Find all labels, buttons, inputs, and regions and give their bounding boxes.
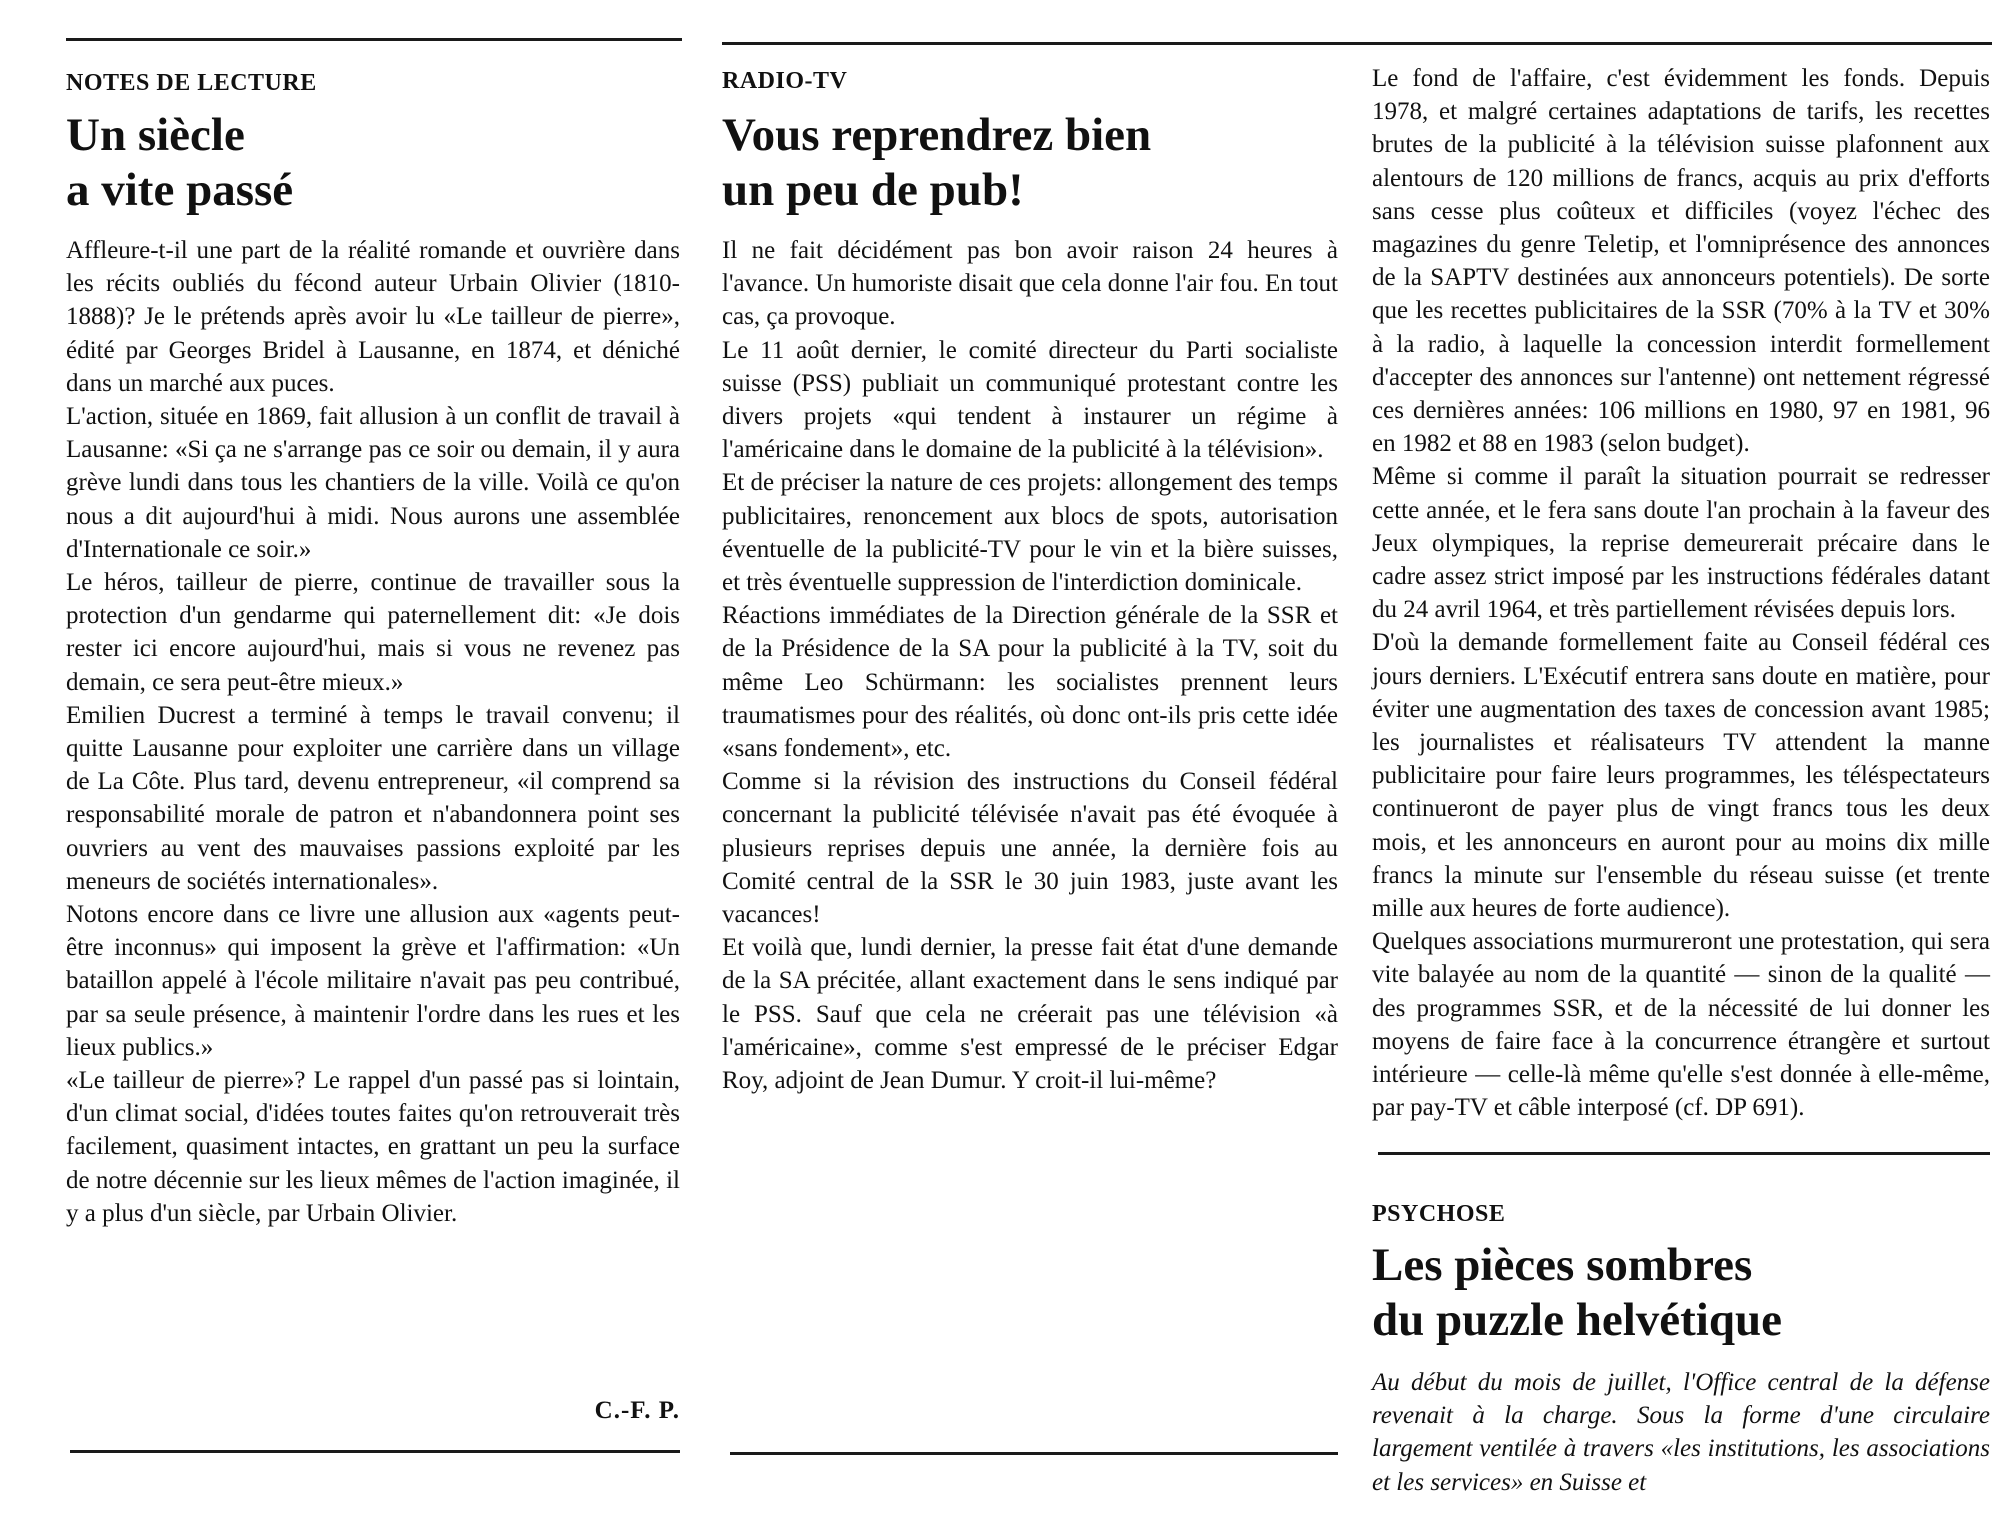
article-title-line: un peu de pub! (722, 164, 1024, 216)
section-kicker: NOTES DE LECTURE (66, 70, 317, 96)
paragraph: Et de préciser la nature de ces projets: allongement des temps publicitaires, renoncement aux blocs de spots, autorisation éventuelle de la publicité-TV pour le vin et la bière suisses, et très éventuelle suppression de l'interdiction dominicale. (722, 469, 1338, 597)
top-rule (66, 38, 682, 41)
paragraph: L'action, située en 1869, fait allusion à un conflit de travail à Lausanne: «Si ça ne s'arrange pas ce soir ou demain, il y aura grève lundi dans tous les chantiers de la ville. Voilà ce qu'on nous a dit aujourd'hui à midi. Nous aurons une assemblée d'Internationale ce soir.» (66, 403, 680, 563)
lead-paragraph: Au début du mois de juillet, l'Office central de la défense revenait à la charge. Sous la forme d'une circulaire largement ventilée à travers «les institutions, les associations et les services» en Suisse et (1372, 1369, 1990, 1496)
section-rule (1378, 1152, 1990, 1155)
paragraph: Emilien Ducrest a terminé à temps le travail convenu; il quitte Lausanne pour exploiter une carrière dans un village de La Côte. Plus tard, devenu entrepreneur, «il comprend sa responsabilité morale de patron et n'abandonnera point ses ouvriers au vent des mauvaises passions exploité par les meneurs de sociétés internationales». (66, 701, 680, 895)
bottom-rule (730, 1452, 1338, 1455)
paragraph: «Le tailleur de pierre»? Le rappel d'un passé pas si lointain, d'un climat social, d'idées toutes faites qu'on retrouverait très facilement, quasiment intactes, en grattant un peu la surface de notre décennie sur les lieux mêmes de l'action imaginée, il y a plus d'un siècle, par Urbain Olivier. (66, 1067, 680, 1227)
bottom-rule (70, 1450, 680, 1453)
top-rule (722, 42, 1992, 45)
article-body (66, 234, 680, 1230)
article-title (722, 108, 1151, 218)
article-body-part2 (1372, 62, 1990, 1125)
section-kicker: PSYCHOSE (1372, 1201, 1506, 1227)
paragraph: Et voilà que, lundi dernier, la presse fait état d'une demande de la SA précitée, allant exactement dans le sens indiqué par le PSS. Sauf que cela ne créerait pas une télévision «à l'américaine», comme s'est empressé de le préciser Edgar Roy, adjoint de Jean Dumur. Y croit-il lui-même? (722, 934, 1338, 1095)
article-lead (1372, 1366, 1990, 1499)
paragraph: Le 11 août dernier, le comité directeur du Parti socialiste suisse (PSS) publiait un communiqué protestant contre les divers projets «qui tendent à instaurer un régime à l'américaine dans le domaine de la publicité à la télévision». (722, 336, 1338, 464)
paragraph: Notons encore dans ce livre une allusion aux «agents peut-être inconnus» qui imposent la grève et l'affirmation: «Un bataillon appelé à l'école militaire n'avait pas peu contribué, par sa seule présence, à maintenir l'ordre dans les rues et les lieux publics.» (66, 901, 680, 1061)
paragraph: D'où la demande formellement faite au Conseil fédéral ces jours derniers. L'Exécutif entrera sans doute en matière, pour éviter une augmentation des taxes de concession avant 1985; les journalistes et réalisateurs TV attendent la manne publicitaire pour faire leurs programmes, les téléspectateurs continueront de payer plus de vingt francs tous les deux mois, et les annonceurs en auront pour au moins dix mille francs la minute sur l'ensemble du réseau suisse (et trente mille aux heures de forte audience). (1372, 629, 1990, 923)
paragraph: Réactions immédiates de la Direction générale de la SSR et de la Présidence de la SA pour la publicité à la TV, soit du même Leo Schürmann: les socialistes prennent leurs traumatismes pour des réalités, où donc ont-ils pris cette idée «sans fondement», etc. (722, 602, 1338, 763)
article-title (66, 108, 293, 218)
paragraph: Quelques associations murmureront une protestation, qui sera vite balayée au nom de la quantité — sinon de la qualité — des programmes SSR, et de la nécessité de lui donner les moyens de faire face à la concurrence étrangère et surtout intérieure — celle-là même qu'elle s'est donnée à elle-même, par pay-TV et câble interposé (cf. DP 691). (1372, 928, 1990, 1122)
article-title-line: du puzzle helvétique (1372, 1294, 1782, 1346)
article-title-line: Vous reprendrez bien (722, 109, 1152, 161)
paragraph: Même si comme il paraît la situation pourrait se redresser cette année, et le fera sans doute l'an prochain à la faveur des Jeux olympiques, la reprise demeurerait précaire dans le cadre assez strict imposé par les instructions fédérales datant du 24 avril 1964, et très partiellement révisées depuis lors. (1372, 463, 1990, 624)
article-title-line: a vite passé (66, 164, 294, 216)
author-signature: C.-F. P. (594, 1397, 680, 1424)
article-body-part1 (722, 234, 1338, 1432)
section-kicker: RADIO-TV (722, 68, 848, 94)
paragraph: Le héros, tailleur de pierre, continue de travailler sous la protection d'un gendarme qui paternellement dit: «Je dois rester ici encore aujourd'hui, mais si vous ne revenez pas demain, ce sera peut-être mieux.» (66, 569, 680, 696)
article-title-line: Les pièces sombres (1372, 1239, 1753, 1291)
article-title-line: Un siècle (66, 109, 245, 161)
paragraph: Il ne fait décidément pas bon avoir raison 24 heures à l'avance. Un humoriste disait que cela donne l'air fou. En tout cas, ça provoque. (722, 237, 1338, 331)
paragraph: Affleure-t-il une part de la réalité romande et ouvrière dans les récits oubliés du fécond auteur Urbain Olivier (1810-1888)? Je le prétends après avoir lu «Le tailleur de pierre», édité par Georges Bridel à Lausanne, en 1874, et déniché dans un marché aux puces. (66, 237, 680, 397)
paragraph: Comme si la révision des instructions du Conseil fédéral concernant la publicité télévisée n'avait pas été évoquée à plusieurs reprises depuis une année, la dernière fois au Comité central de la SSR le 30 juin 1983, juste avant les vacances! (722, 768, 1338, 929)
article-title (1372, 1238, 1782, 1348)
paragraph: Le fond de l'affaire, c'est évidemment les fonds. Depuis 1978, et malgré certaines adaptations de tarifs, les recettes brutes de la publicité à la télévision suisse plafonnent aux alentours de 120 millions de francs, acquis au prix d'efforts sans cesse plus coûteux et difficiles (voyez l'échec des magazines du genre Teletip, et l'omniprésence des annonces de la SAPTV destinées aux annonceurs potentiels). De sorte que les recettes publicitaires de la SSR (70% à la TV et 30% à la radio, à laquelle la concession interdit formellement d'accepter des annonces sur l'antenne) ont nettement régressé ces dernières années: 106 millions en 1980, 97 en 1981, 96 en 1982 et 88 en 1983 (selon budget). (1372, 65, 1990, 458)
